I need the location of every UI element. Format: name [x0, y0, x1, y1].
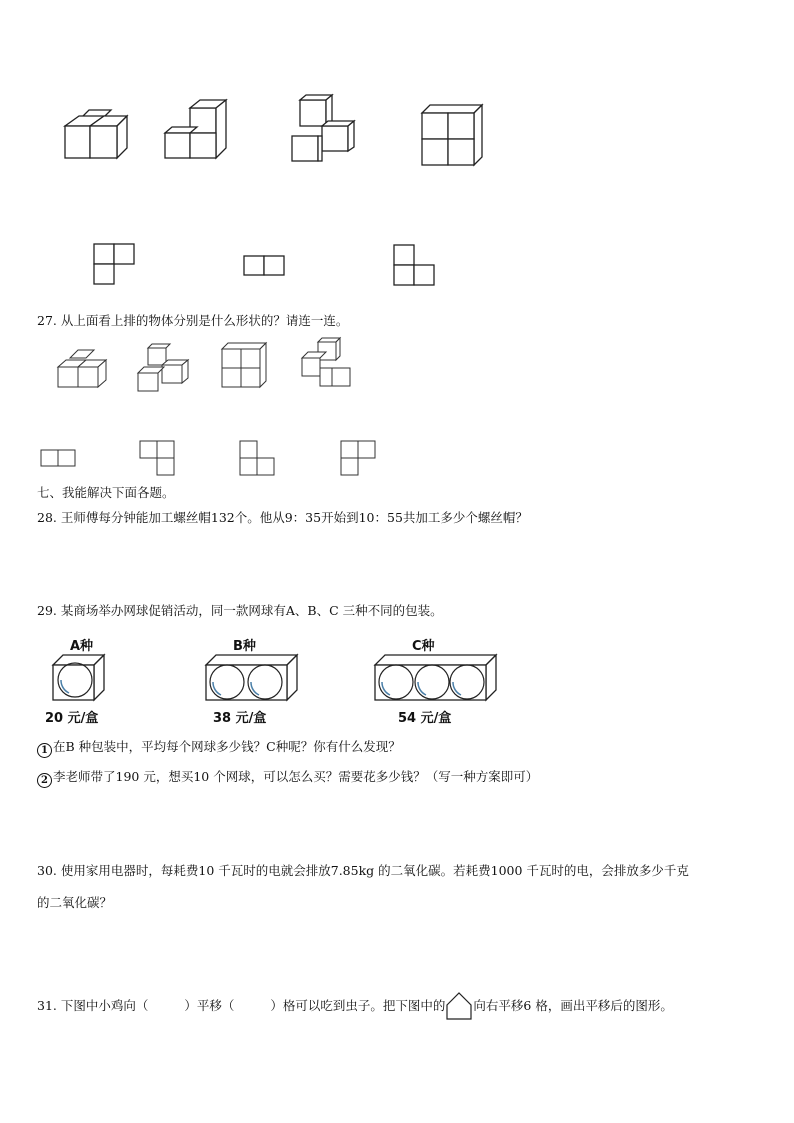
q29-sub1-line [37, 739, 401, 758]
top-solids-figure [60, 90, 500, 170]
q27-view-d [341, 441, 375, 475]
top-views-figure-1 [90, 240, 450, 290]
q27-view-b [140, 441, 174, 475]
view-a [94, 244, 134, 284]
q28-number: 28. [37, 510, 57, 525]
q29-line [37, 603, 443, 619]
package-b-label: B种 [233, 639, 256, 654]
q30-number: 30. [37, 863, 57, 878]
solid-4 [422, 105, 482, 165]
package-c-label: C种 [412, 639, 435, 654]
q27-number: 27. [37, 313, 57, 328]
q27-view-a [41, 450, 75, 466]
package-b-price: 38 元/盒 [213, 711, 267, 726]
solid-2 [165, 100, 226, 158]
q29-sub2-line [37, 769, 538, 788]
q30-text-2: 的二氧化碳？ [37, 895, 113, 910]
q29-sub2-mark: 2 [37, 773, 52, 788]
q31-part-2: ）平移（ [184, 998, 235, 1013]
q31-part-3: ）格可以吃到虫子。把下图中的 [270, 998, 446, 1013]
q27-solid-4 [302, 338, 350, 386]
q27-views-figure [38, 438, 388, 483]
package-b-box [203, 652, 303, 702]
q27-solids-figure [50, 338, 370, 398]
package-a-label: A种 [70, 639, 94, 654]
q31-part-4: 向右平移6 格，画出平移后的图形。 [473, 998, 673, 1013]
q29-number: 29. [37, 603, 57, 618]
section-7-title: 七、我能解决下面各题。 [37, 485, 175, 500]
q27-view-c [240, 441, 274, 475]
package-a-box [50, 652, 110, 702]
q29-text: 某商场举办网球促销活动，同一款网球有A、B、C 三种不同的包装。 [60, 603, 443, 618]
view-b [244, 256, 284, 275]
q27-line [37, 313, 348, 329]
q29-sub1-text: 在B 种包装中，平均每个网球多少钱？C种呢？你有什么发现？ [53, 739, 401, 754]
q31-part-1: 下图中小鸡向（ [60, 998, 149, 1013]
q30-line-1 [37, 863, 689, 879]
house-shape-icon [446, 992, 472, 1020]
q27-solid-2 [138, 344, 188, 391]
q27-text: 从上面看上排的物体分别是什么形状的？请连一连。 [60, 313, 349, 328]
q29-sub1-mark: 1 [37, 743, 52, 758]
package-a-price: 20 元/盒 [45, 711, 99, 726]
q27-solid-1 [58, 350, 106, 387]
view-c [394, 245, 434, 285]
q28-text: 王师傅每分钟能加工螺丝帽132个。他从9：35开始到10：55共加工多少个螺丝帽？ [60, 510, 528, 525]
q27-solid-3 [222, 343, 266, 387]
q31-line [37, 992, 673, 1020]
q31-number: 31. [37, 998, 57, 1013]
solid-1 [65, 110, 127, 158]
q28-line [37, 510, 528, 526]
package-c-box [372, 652, 502, 702]
q29-sub2-text: 李老师带了190 元，想买10 个网球，可以怎么买？需要花多少钱？（写一种方案即可） [53, 769, 539, 784]
solid-3 [292, 95, 354, 161]
q30-text-1: 使用家用电器时，每耗费10 千瓦时的电就会排放7.85kg 的二氧化碳。若耗费1000 千瓦时的电，会排放多少千克 [60, 863, 689, 878]
package-c-price: 54 元/盒 [398, 711, 452, 726]
